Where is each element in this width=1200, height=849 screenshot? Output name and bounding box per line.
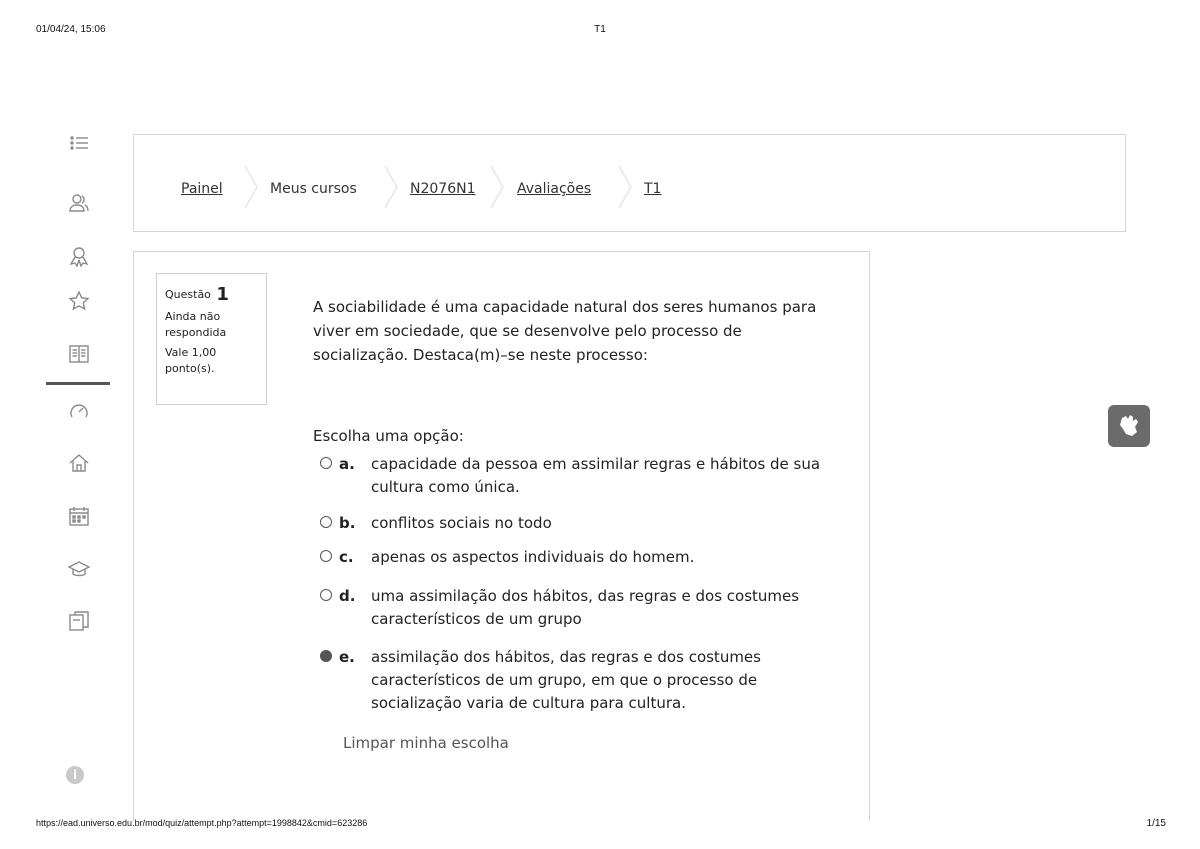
breadcrumb-separator-icon (384, 165, 398, 209)
print-page-count: 1/15 (1146, 818, 1166, 829)
option-letter: b. (339, 514, 356, 532)
question-text: A sociabilidade é uma capacidade natural dos seres humanos para viver em sociedade, que se desenvolve pelo processo de socialização. Destaca(m)–se neste processo: (313, 298, 817, 364)
question-title (165, 284, 258, 305)
breadcrumb-item-avaliacoes[interactable]: Avaliações (517, 181, 592, 197)
radio-button[interactable] (320, 457, 332, 469)
clear-choice-link[interactable]: Limpar minha escolha (343, 734, 509, 752)
badges-icon[interactable] (68, 245, 90, 267)
print-url: https://ead.universo.edu.br/mod/quiz/attempt.php?attempt=1998842&cmid=623286 (36, 818, 368, 828)
info-icon[interactable]: i (66, 766, 84, 784)
accessibility-button[interactable] (1108, 405, 1150, 447)
sidebar-divider (46, 382, 110, 385)
answer-prompt: Escolha uma opção: (313, 427, 464, 445)
print-page-title: T1 (594, 24, 606, 35)
radio-button[interactable] (320, 589, 332, 601)
option-letter: a. (339, 455, 355, 473)
users-icon[interactable] (68, 192, 90, 214)
breadcrumb (133, 134, 1126, 232)
book-icon[interactable] (68, 343, 90, 365)
breadcrumb-item-meus-cursos: Meus cursos (270, 181, 357, 197)
print-datetime: 01/04/24, 15:06 (36, 24, 106, 35)
question-info (156, 273, 267, 405)
files-icon[interactable] (68, 610, 90, 632)
calendar-icon[interactable] (68, 505, 90, 527)
breadcrumb-separator-icon (618, 165, 632, 209)
breadcrumb-separator-icon (490, 165, 504, 209)
option-letter: c. (339, 548, 354, 566)
option-text[interactable]: capacidade da pessoa em assimilar regras e hábitos de sua cultura como única. (371, 455, 821, 496)
breadcrumb-separator-icon (244, 165, 258, 209)
accessibility-hand-icon (1108, 405, 1150, 447)
list-icon[interactable] (68, 132, 90, 154)
home-icon[interactable] (68, 452, 90, 474)
star-icon[interactable] (68, 290, 90, 312)
breadcrumb-item-painel[interactable]: Painel (181, 181, 223, 197)
question-number: 1 (216, 284, 229, 305)
radio-button[interactable] (320, 550, 332, 562)
breadcrumb-item-t1[interactable]: T1 (644, 181, 662, 197)
option-letter: e. (339, 648, 355, 666)
option-text[interactable]: apenas os aspectos individuais do homem. (371, 548, 695, 566)
radio-button[interactable] (320, 516, 332, 528)
graduation-cap-icon[interactable] (68, 558, 90, 580)
option-text[interactable]: uma assimilação dos hábitos, das regras e dos costumes característicos de um grupo (371, 587, 800, 628)
dashboard-icon[interactable] (68, 400, 90, 422)
option-text[interactable]: conflitos sociais no todo (371, 514, 552, 532)
radio-button-selected[interactable] (320, 650, 332, 662)
breadcrumb-item-course[interactable]: N2076N1 (410, 181, 476, 197)
question-grade: Vale 1,00 ponto(s). (165, 346, 217, 375)
option-text[interactable]: assimilação dos hábitos, das regras e dos costumes característicos de um grupo, em que o processo de socialização varia de cultura para cultura. (371, 648, 761, 712)
question-state: Ainda não respondida (165, 310, 227, 339)
option-letter: d. (339, 587, 356, 605)
question-label: Questão (165, 288, 211, 301)
